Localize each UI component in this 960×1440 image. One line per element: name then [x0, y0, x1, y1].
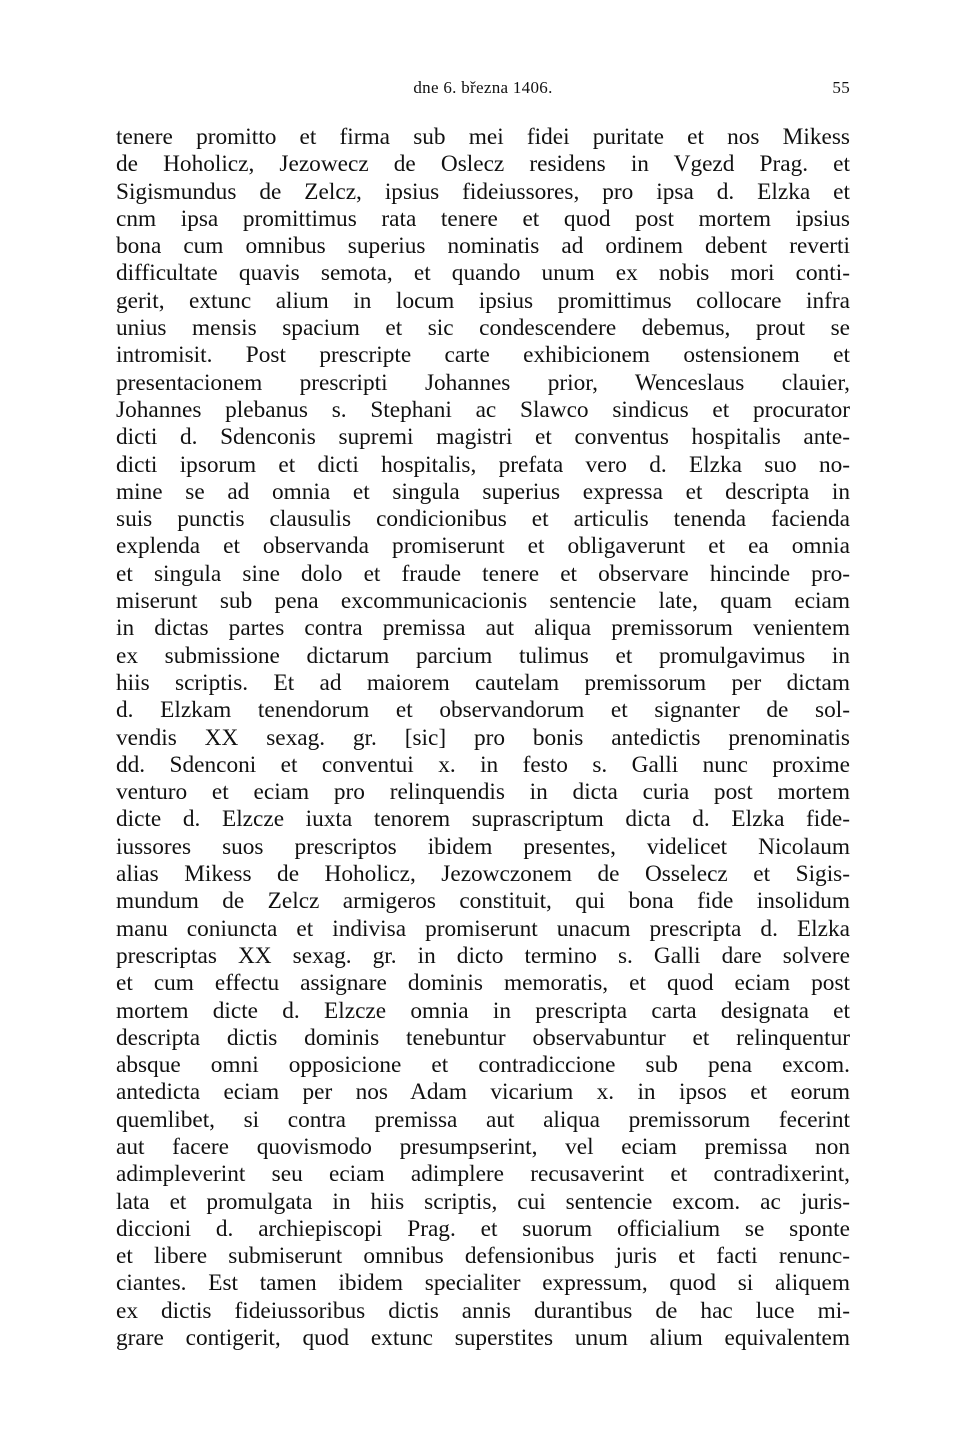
text-line: absque omni opposicione et contradiccione sub pena excom.	[116, 1052, 850, 1079]
text-line: iussores suos prescriptos ibidem presentes, videlicet Nicolaum	[116, 833, 850, 860]
text-line: antedicta eciam per nos Adam vicarium x. in ipsos et eorum	[116, 1079, 850, 1106]
text-line: et libere submiserunt omnibus defensionibus juris et facti renunc-	[116, 1243, 850, 1270]
text-line: gerit, extunc alium in locum ipsius promittimus collocare infra	[116, 287, 850, 314]
text-line: unius mensis spacium et sic condescendere debemus, prout se	[116, 315, 850, 342]
running-title: dne 6. března 1406.	[413, 78, 553, 97]
text-line: tenere promitto et firma sub mei fidei puritate et nos Mikess	[116, 124, 850, 150]
page-header	[116, 78, 850, 102]
body-text	[116, 124, 850, 1352]
text-line: Johannes plebanus s. Stephani ac Slawco sindicus et procurator	[116, 396, 850, 423]
text-line: ex submissione dictarum parcium tulimus et promulgavimus in	[116, 642, 850, 669]
text-line: ciantes. Est tamen ibidem specialiter expressum, quod si aliquem	[116, 1270, 850, 1297]
text-line: quemlibet, si contra premissa aut aliqua premissorum fecerint	[116, 1106, 850, 1133]
text-line: lata et promulgata in hiis scriptis, cui sentencie excom. ac juris-	[116, 1188, 850, 1215]
text-line: mine se ad omnia et singula superius expressa et descripta in	[116, 478, 850, 505]
text-line: bona cum omnibus superius nominatis ad ordinem debent reverti	[116, 233, 850, 260]
text-line: miserunt sub pena excommunicacionis sentencie late, quam eciam	[116, 588, 850, 615]
text-line: ex dictis fideiussoribus dictis annis durantibus de hac luce mi-	[116, 1297, 850, 1324]
text-line: adimpleverint seu eciam adimplere recusaverint et contradixerint,	[116, 1161, 850, 1188]
text-line: explenda et observanda promiserunt et obligaverunt et ea omnia	[116, 533, 850, 560]
text-line: manu coniuncta et indivisa promiserunt unacum prescripta d. Elzka	[116, 915, 850, 942]
text-line: hiis scriptis. Et ad maiorem cautelam premissorum per dictam	[116, 669, 850, 696]
text-line: alias Mikess de Hoholicz, Jezowczonem de Osselecz et Sigis-	[116, 861, 850, 888]
text-line: venturo et eciam pro relinquendis in dicta curia post mortem	[116, 779, 850, 806]
text-line: mundum de Zelcz armigeros constituit, qui bona fide insolidum	[116, 888, 850, 915]
text-line: prescriptas XX sexag. gr. in dicto termino s. Galli dare solvere	[116, 942, 850, 969]
text-line: grare contigerit, quod extunc superstites unum alium equivalentem	[116, 1325, 850, 1352]
text-line: mortem dicte d. Elzcze omnia in prescripta carta designata et	[116, 997, 850, 1024]
text-line: dicte d. Elzcze iuxta tenorem suprascriptum dicta d. Elzka fide-	[116, 806, 850, 833]
text-line: et singula sine dolo et fraude tenere et observare hincinde pro-	[116, 560, 850, 587]
text-line: cnm ipsa promittimus rata tenere et quod post mortem ipsius	[116, 205, 850, 232]
text-line: et cum effectu assignare dominis memoratis, et quod eciam post	[116, 970, 850, 997]
text-line: dicti ipsorum et dicti hospitalis, prefata vero d. Elzka suo no-	[116, 451, 850, 478]
text-line: suis punctis clausulis condicionibus et articulis tenenda facienda	[116, 506, 850, 533]
text-line: difficultate quavis semota, et quando unum ex nobis mori conti-	[116, 260, 850, 287]
text-line: dicti d. Sdenconis supremi magistri et conventus hospitalis ante-	[116, 424, 850, 451]
text-line: Sigismundus de Zelcz, ipsius fideiussores, pro ipsa d. Elzka et	[116, 178, 850, 205]
text-line: dd. Sdenconi et conventui x. in festo s. Galli nunc proxime	[116, 751, 850, 778]
text-line: diccioni d. archiepiscopi Prag. et suorum officialium se sponte	[116, 1215, 850, 1242]
text-line: intromisit. Post prescripte carte exhibicionem ostensionem et	[116, 342, 850, 369]
text-line: aut facere quovismodo presumpserint, vel eciam premissa non	[116, 1133, 850, 1160]
text-line: descripta dictis dominis tenebuntur observabuntur et relinquentur	[116, 1024, 850, 1051]
text-line: d. Elzkam tenendorum et observandorum et signanter de sol-	[116, 697, 850, 724]
text-line: in dictas partes contra premissa aut aliqua premissorum venientem	[116, 615, 850, 642]
text-line: de Hoholicz, Jezowecz de Oslecz residens in Vgezd Prag. et	[116, 151, 850, 178]
text-line: presentacionem prescripti Johannes prior, Wenceslaus clauier,	[116, 369, 850, 396]
text-line: vendis XX sexag. gr. [sic] pro bonis antedictis prenominatis	[116, 724, 850, 751]
page-number: 55	[832, 78, 850, 97]
